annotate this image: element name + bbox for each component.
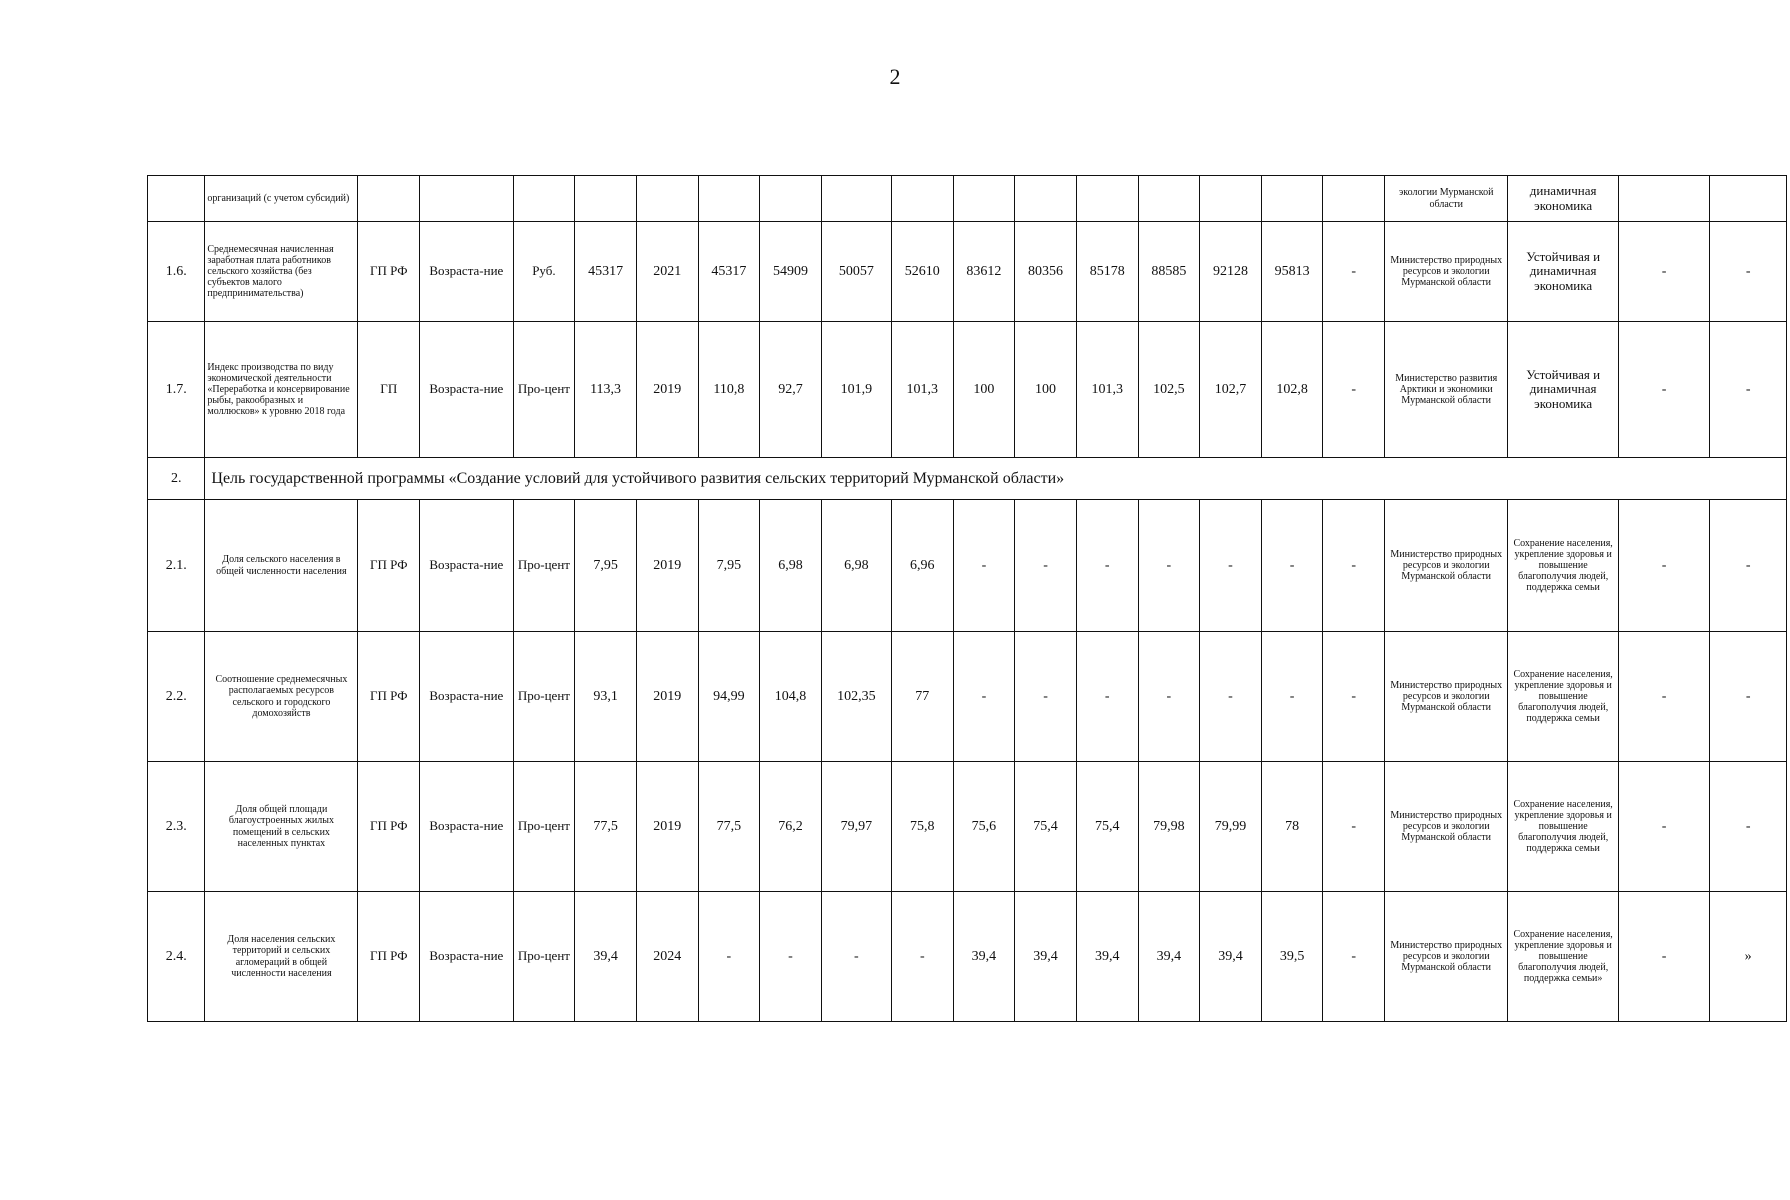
value-cell: - (891, 892, 953, 1022)
value-cell: - (1323, 762, 1385, 892)
value-cell: 39,4 (1200, 892, 1262, 1022)
value-cell: - (1323, 500, 1385, 632)
value-cell: - (953, 500, 1015, 632)
base-value: 93,1 (575, 632, 637, 762)
value-cell: 6,98 (821, 500, 891, 632)
base-year: 2019 (636, 762, 698, 892)
value-cell: 45317 (698, 222, 760, 322)
base-value: 7,95 (575, 500, 637, 632)
row-number (148, 176, 205, 222)
row-number: 2.2. (148, 632, 205, 762)
extra-col-2: » (1710, 892, 1787, 1022)
extra-col-2: - (1710, 500, 1787, 632)
value-cell: 79,99 (1200, 762, 1262, 892)
indicator-row (148, 892, 1787, 1022)
value-cell: 110,8 (698, 322, 760, 458)
value-cell: 54909 (760, 222, 822, 322)
value-cell: 39,4 (953, 892, 1015, 1022)
value-cell (1200, 176, 1262, 222)
base-year: 2021 (636, 222, 698, 322)
responsible-executor: Министерство природных ресурсов и экологии Мурманской области (1385, 222, 1508, 322)
value-cell: - (1200, 632, 1262, 762)
value-cell: - (953, 632, 1015, 762)
national-goal: Сохранение населения, укрепление здоровья и повышение благополучия людей, поддержка семьи (1508, 632, 1619, 762)
indicator-level: ГП РФ (358, 222, 420, 322)
indicator-level: ГП РФ (358, 632, 420, 762)
value-cell: 83612 (953, 222, 1015, 322)
base-year: 2019 (636, 500, 698, 632)
value-cell (1261, 176, 1323, 222)
indicator-name: Соотношение среднемесячных располагаемых ресурсов сельского и городского домохозяйств (205, 632, 358, 762)
indicators-table (147, 175, 1787, 1022)
base-year: 2019 (636, 322, 698, 458)
value-cell: - (1261, 632, 1323, 762)
base-value: 113,3 (575, 322, 637, 458)
value-cell: 102,5 (1138, 322, 1200, 458)
extra-col-1: - (1618, 322, 1709, 458)
value-cell: - (1015, 632, 1077, 762)
indicator-row (148, 322, 1787, 458)
indicator-row (148, 762, 1787, 892)
value-cell: 79,97 (821, 762, 891, 892)
indicator-level: ГП РФ (358, 892, 420, 1022)
value-cell (1015, 176, 1077, 222)
value-cell: - (1076, 500, 1138, 632)
value-cell: 75,6 (953, 762, 1015, 892)
value-cell: 102,8 (1261, 322, 1323, 458)
value-cell: - (1261, 500, 1323, 632)
value-cell: 100 (1015, 322, 1077, 458)
national-goal: Устойчивая и динамичная экономика (1508, 222, 1619, 322)
value-cell: 101,9 (821, 322, 891, 458)
indicator-direction (420, 176, 514, 222)
national-goal: Сохранение населения, укрепление здоровья и повышение благополучия людей, поддержка семьи (1508, 762, 1619, 892)
value-cell (891, 176, 953, 222)
extra-col-2: - (1710, 322, 1787, 458)
value-cell: 39,4 (1015, 892, 1077, 1022)
value-cell: 78 (1261, 762, 1323, 892)
value-cell: 39,5 (1261, 892, 1323, 1022)
indicator-level (358, 176, 420, 222)
row-number: 2.3. (148, 762, 205, 892)
responsible-executor: Министерство природных ресурсов и экологии Мурманской области (1385, 632, 1508, 762)
value-cell: 101,3 (1076, 322, 1138, 458)
indicator-unit: Про-цент (513, 892, 575, 1022)
extra-col-1 (1618, 176, 1709, 222)
value-cell: 104,8 (760, 632, 822, 762)
value-cell: 102,7 (1200, 322, 1262, 458)
value-cell: 92,7 (760, 322, 822, 458)
row-number: 2.4. (148, 892, 205, 1022)
indicator-level: ГП РФ (358, 500, 420, 632)
value-cell: - (1138, 632, 1200, 762)
value-cell (953, 176, 1015, 222)
row-number: 1.6. (148, 222, 205, 322)
indicator-name: организаций (с учетом субсидий) (205, 176, 358, 222)
responsible-executor: Министерство природных ресурсов и экологии Мурманской области (1385, 762, 1508, 892)
indicator-unit: Про-цент (513, 632, 575, 762)
indicator-name: Индекс производства по виду экономической деятельности «Переработка и консервирование рыбы, ракообразных и моллюсков» к уровню 2018 года (205, 322, 358, 458)
indicator-row (148, 632, 1787, 762)
extra-col-1: - (1618, 632, 1709, 762)
national-goal: Устойчивая и динамичная экономика (1508, 322, 1619, 458)
base-year (636, 176, 698, 222)
base-value: 45317 (575, 222, 637, 322)
value-cell (760, 176, 822, 222)
value-cell: 80356 (1015, 222, 1077, 322)
value-cell: 50057 (821, 222, 891, 322)
national-goal: динамичная экономика (1508, 176, 1619, 222)
national-goal: Сохранение населения, укрепление здоровья и повышение благополучия людей, поддержка семьи (1508, 500, 1619, 632)
base-value: 39,4 (575, 892, 637, 1022)
page-number: 2 (889, 64, 901, 89)
extra-col-1: - (1618, 892, 1709, 1022)
value-cell (1323, 176, 1385, 222)
extra-col-2: - (1710, 632, 1787, 762)
responsible-executor: Министерство природных ресурсов и экологии Мурманской области (1385, 892, 1508, 1022)
national-goal: Сохранение населения, укрепление здоровья и повышение благополучия людей, поддержка семьи» (1508, 892, 1619, 1022)
value-cell: 39,4 (1076, 892, 1138, 1022)
indicators-table-container (147, 175, 1787, 1022)
indicator-name: Доля сельского населения в общей численности населения (205, 500, 358, 632)
value-cell: 94,99 (698, 632, 760, 762)
value-cell: - (1323, 322, 1385, 458)
row-number: 2.1. (148, 500, 205, 632)
indicator-unit: Про-цент (513, 500, 575, 632)
indicator-level: ГП РФ (358, 762, 420, 892)
indicator-unit: Про-цент (513, 322, 575, 458)
value-cell: - (1138, 500, 1200, 632)
responsible-executor: экологии Мурманской области (1385, 176, 1508, 222)
base-year: 2024 (636, 892, 698, 1022)
value-cell: 52610 (891, 222, 953, 322)
value-cell: 6,96 (891, 500, 953, 632)
value-cell: - (1323, 892, 1385, 1022)
row-number: 2. (148, 458, 205, 500)
value-cell (698, 176, 760, 222)
value-cell: - (760, 892, 822, 1022)
indicator-direction: Возраста-ние (420, 762, 514, 892)
indicator-level: ГП (358, 322, 420, 458)
value-cell (821, 176, 891, 222)
value-cell: 88585 (1138, 222, 1200, 322)
value-cell: 39,4 (1138, 892, 1200, 1022)
responsible-executor: Министерство природных ресурсов и экологии Мурманской области (1385, 500, 1508, 632)
indicator-row (148, 500, 1787, 632)
value-cell: 75,4 (1015, 762, 1077, 892)
extra-col-1: - (1618, 500, 1709, 632)
value-cell: - (1323, 632, 1385, 762)
indicator-direction: Возраста-ние (420, 322, 514, 458)
value-cell: - (1323, 222, 1385, 322)
value-cell: 77,5 (698, 762, 760, 892)
indicator-row (148, 176, 1787, 222)
base-value: 77,5 (575, 762, 637, 892)
value-cell: - (1015, 500, 1077, 632)
value-cell: 102,35 (821, 632, 891, 762)
value-cell: 95813 (1261, 222, 1323, 322)
value-cell: - (1200, 500, 1262, 632)
extra-col-2: - (1710, 762, 1787, 892)
indicator-direction: Возраста-ние (420, 892, 514, 1022)
value-cell (1076, 176, 1138, 222)
value-cell: 77 (891, 632, 953, 762)
value-cell (1138, 176, 1200, 222)
row-number: 1.7. (148, 322, 205, 458)
value-cell: - (821, 892, 891, 1022)
extra-col-1: - (1618, 222, 1709, 322)
extra-col-2: - (1710, 222, 1787, 322)
indicator-row (148, 222, 1787, 322)
base-year: 2019 (636, 632, 698, 762)
base-value (575, 176, 637, 222)
indicator-direction: Возраста-ние (420, 632, 514, 762)
value-cell: 75,4 (1076, 762, 1138, 892)
responsible-executor: Министерство развития Арктики и экономики Мурманской области (1385, 322, 1508, 458)
value-cell: 7,95 (698, 500, 760, 632)
indicator-name: Доля населения сельских территорий и сельских агломераций в общей численности населения (205, 892, 358, 1022)
value-cell: - (698, 892, 760, 1022)
value-cell: 6,98 (760, 500, 822, 632)
value-cell: 79,98 (1138, 762, 1200, 892)
value-cell: 100 (953, 322, 1015, 458)
goal-row (148, 458, 1787, 500)
extra-col-2 (1710, 176, 1787, 222)
value-cell: - (1076, 632, 1138, 762)
extra-col-1: - (1618, 762, 1709, 892)
indicator-unit: Руб. (513, 222, 575, 322)
value-cell: 85178 (1076, 222, 1138, 322)
indicator-unit: Про-цент (513, 762, 575, 892)
value-cell: 101,3 (891, 322, 953, 458)
indicators-table-body (148, 176, 1787, 1022)
value-cell: 92128 (1200, 222, 1262, 322)
value-cell: 75,8 (891, 762, 953, 892)
goal-text: Цель государственной программы «Создание условий для устойчивого развития сельских территорий Мурманской области» (205, 458, 1787, 500)
indicator-direction: Возраста-ние (420, 222, 514, 322)
indicator-name: Доля общей площади благоустроенных жилых помещений в сельских населенных пунктах (205, 762, 358, 892)
value-cell: 76,2 (760, 762, 822, 892)
indicator-unit (513, 176, 575, 222)
indicator-direction: Возраста-ние (420, 500, 514, 632)
indicator-name: Среднемесячная начисленная заработная плата работников сельского хозяйства (без субъектов малого предпринимательства) (205, 222, 358, 322)
